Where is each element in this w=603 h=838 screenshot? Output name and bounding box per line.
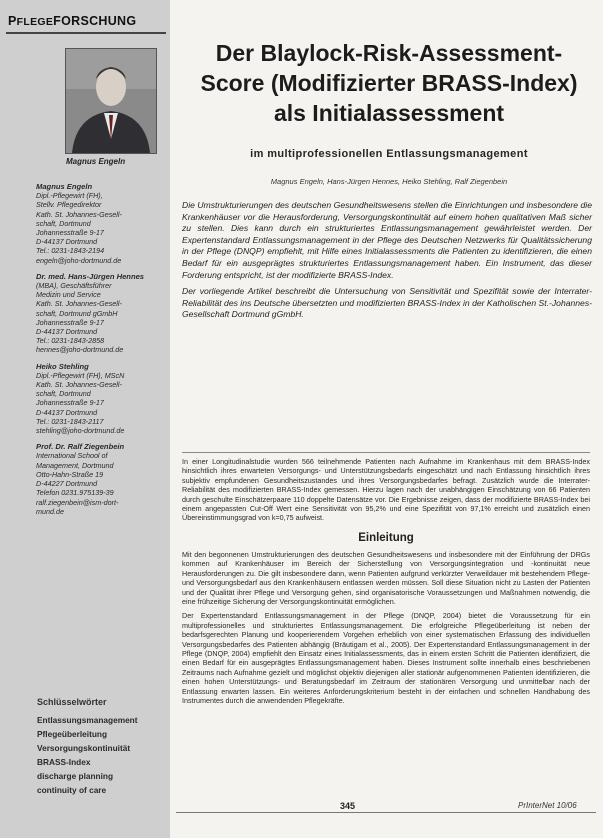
author-line: schaft, Dortmund xyxy=(36,389,91,399)
summary-paragraph: In einer Longitudinalstudie wurden 566 teilnehmende Patienten nach Aufnahme im Krankenhaus mit dem BRASS-Index hinsichtlich ihres erwarteten Versorgungs- und Unterstützungsbedarfs eingeschätzt und nach Entlassung hinsichtlich ihres subjektiv empfundenen Gesundheitszustandes und ihres Versorgungsbedarfes befragt. Zusätzlich wurde die Interrater-Reliabilität des modifizierten BRASS-Index gemessen. Hierzu lagen nach der unabhängigen Einschätzung von 66 Patienten durch geschulte Einschätzerpaare 110 doppelte Datensätze vor. Die Ergebnisse zeigen, dass der modifizierte BRASS-Index bei einem angepassten Cut-Off Wert eine Sensitivität von 95,2% und eine Spezifität von 97,1% erreicht und zusätzlich einen Übereinstimmungsgrad von k=0,75 aufweist. xyxy=(182,457,590,523)
journal-logo xyxy=(8,14,136,28)
author-line: Kath. St. Johannes-Gesell- xyxy=(36,209,122,219)
author-line: Dipl.-Pflegewirt (FH), MScN xyxy=(36,370,125,380)
author-line: Tel.: 0231-1843-2117 xyxy=(36,416,104,426)
author-line: Tel.: 0231-1843-2858 xyxy=(36,336,105,346)
author-line: Stellv. Pflegedirektor xyxy=(36,200,102,210)
author-line: Tel.: 0231-1843-2194 xyxy=(36,246,105,256)
author-entry xyxy=(36,182,162,265)
author-line: Otto-Hahn-Straße 19 xyxy=(36,469,104,479)
keyword-item: discharge planning xyxy=(37,771,114,781)
author-email[interactable]: stehling@joho-dortmund.de xyxy=(36,426,125,436)
logo-rule xyxy=(6,32,166,34)
author-line: Johannesstraße 9-17 xyxy=(36,398,104,408)
article-subtitle: im multiprofessionellen Entlassungsmanagement xyxy=(250,148,528,160)
keyword-item: Pflegeüberleitung xyxy=(37,729,108,739)
keywords-box xyxy=(37,697,165,797)
author-email-cont[interactable]: mund.de xyxy=(36,506,64,516)
author-name: Dr. med. Hans-Jürgen Hennes xyxy=(36,271,145,281)
author-line: Dipl.-Pflegewirt (FH), xyxy=(36,191,103,201)
sidebar xyxy=(0,0,170,838)
author-entry xyxy=(36,362,162,436)
photo-caption: Magnus Engeln xyxy=(66,157,126,166)
keyword-item: Versorgungskontinuität xyxy=(37,743,131,753)
author-name: Prof. Dr. Ralf Ziegenbein xyxy=(36,442,125,452)
journal-logo-initial: P xyxy=(8,14,17,28)
author-line: schaft, Dortmund gGmbH xyxy=(36,308,118,318)
author-photo-image xyxy=(66,49,156,153)
title-line: als Initialassessment xyxy=(273,100,505,126)
section-heading: Einleitung xyxy=(358,532,414,544)
author-email[interactable]: hennes@joho-dortmund.de xyxy=(36,345,124,355)
article xyxy=(176,0,596,838)
author-line: (MBA), Geschäftsführer xyxy=(36,281,112,291)
keyword-item: Entlassungsmanagement xyxy=(37,715,138,725)
author-line: schaft, Dortmund xyxy=(36,218,91,228)
keyword-item: BRASS-Index xyxy=(37,757,91,767)
author-photo xyxy=(65,48,157,154)
author-entry xyxy=(36,442,162,516)
author-line: Medizin und Service xyxy=(36,290,101,300)
author-email[interactable]: ralf.ziegenbein@ism-dort- xyxy=(36,497,119,507)
author-line: Johannesstraße 9-17 xyxy=(36,228,104,238)
author-affiliations xyxy=(36,182,162,523)
title-line: Score (Modifizierter BRASS-Index) xyxy=(200,70,578,96)
keywords-title: Schlüsselwörter xyxy=(37,697,107,707)
author-line: Telefon 0231.975139-39 xyxy=(36,488,114,498)
title-line: Der Blaylock-Risk-Assessment- xyxy=(215,40,563,66)
author-name: Heiko Stehling xyxy=(36,361,89,371)
author-line: Kath. St. Johannes-Gesell- xyxy=(36,380,122,390)
author-line: Kath. St. Johannes-Gesell- xyxy=(36,299,122,309)
author-line: International School of xyxy=(36,451,108,461)
body-paragraph: Mit den begonnenen Umstrukturierungen des deutschen Gesundheitswesens und insbesondere mit der Einführung der DRGs kommen auf Krankenhäuser im Bereich der Sicherstellung von Versorgungsintegration und -kontinuität neue Herausforderungen zu. Die gilt insbesondere dann, wenn Patienten aufgrund verkürzter Verweildauer mit bestehendem Pflege- und Versorgungsbedarf aus den Krankenhäusern entlassen werden müssen. Soll diese Situation nicht zu Lasten der Patienten und der Qualität ihrer Pflege und Versorgung gehen, sind organisatorische Voraussetzungen und Maßnahmen notwendig, die eine frühzeitige Sicherung der Versorgungskontinuität ermöglichen. xyxy=(182,550,590,607)
abstract xyxy=(182,200,592,326)
page-number: 345 xyxy=(340,801,356,811)
journal-logo-suffix: FORSCHUNG xyxy=(53,14,137,28)
author-line: D-44137 Dortmund xyxy=(36,237,98,247)
author-line: Management, Dortmund xyxy=(36,460,114,470)
abstract-paragraph: Der vorliegende Artikel beschreibt die Untersuchung von Sensitivität und Spezifität sowie der Interrater-Reliabilität des ins Deutsche übersetzten und modifizierten BRASS-Index in der Katholischen St.-Johannes-Gesellschaft Dortmund gGmbH. xyxy=(182,286,592,320)
keyword-item: continuity of care xyxy=(37,785,107,795)
journal-logo-rest: FLEGE xyxy=(16,16,54,28)
section-divider xyxy=(182,452,590,453)
author-line: D-44137 Dortmund xyxy=(36,327,98,337)
footer-rule xyxy=(176,812,596,813)
article-byline: Magnus Engeln, Hans-Jürgen Hennes, Heiko Stehling, Ralf Ziegenbein xyxy=(270,177,508,186)
issue-label: PrInterNet 10/06 xyxy=(518,801,577,810)
abstract-paragraph: Die Umstrukturierungen des deutschen Gesundheitswesens stellen die Einrichtungen und insbesondere die Krankenhäuser vor die Herausforderung, Versorgungskontinuität auf einem hohen qualitativen Maß sicher zu stellen. Dies kann durch ein strukturiertes Entlassungsmanagement gewährleistet werden. Der Expertenstandard Entlassungsmanagement in der Pflege des Deutschen Netzwerks für Qualitätssicherung in der Pflege (DNQP) empfiehlt, mit Hilfe eines Initialassessments die Patienten zu identifizieren, die einen Bedarf für ein ausgeprägtes strukturiertes Entlassungsmanagement haben. Ein Instrument, das dieser Forderung entspricht, ist der modifizierte BRASS-Index. xyxy=(182,200,592,280)
body-paragraph: Der Expertenstandard Entlassungsmanagement in der Pflege (DNQP, 2004) bietet die Voraussetzung für ein multiprofessionelles und strukturiertes Entlassungsmanagement. Die erfolgreiche Pflegeüberleitung ist neben der bedarfsgerechten Planung und kooperierendem Vorgehen erheblich von einer systematischen Erfassung des individuellen Versorgungsbedarfes des Patienten abhängig (Bräutigam et al., 2005). Der Expertenstandard Entlassungsmanagement in der Pflege (DNQP, 2004) empfiehlt den Einsatz eines Initialassessments, das in einem ersten Schritt die Patienten identifiziert, die einen Bedarf für ein ausgeprägtes Entlassungsmanagement haben. Dieses Instrument sollte innerhalb eines beschriebenen Zeitraums nach Aufnahme gezielt und möglichst objektiv diejenigen aller stationär aufgenommenen Patienten identifizieren, die einen hohen Unterstützungs- und Beratungsbedarf im Zeitraum der stationären Versorgung und unmittelbar nach der Entlassung erwarten lassen. Ein weiteres Anforderungskriterium besteht in der einfachen und schnellen Handhabung des Instrumentes durch die anwendenden Pflegekräfte. xyxy=(182,611,590,706)
author-line: Johannesstraße 9-17 xyxy=(36,317,104,327)
author-email[interactable]: engeln@joho-dortmund.de xyxy=(36,255,122,265)
author-name: Magnus Engeln xyxy=(36,182,93,191)
article-title xyxy=(184,38,594,128)
author-line: D-44137 Dortmund xyxy=(36,407,98,417)
summary xyxy=(182,457,590,523)
author-entry xyxy=(36,272,162,355)
body-text xyxy=(182,550,590,711)
author-line: D-44227 Dortmund xyxy=(36,479,98,489)
